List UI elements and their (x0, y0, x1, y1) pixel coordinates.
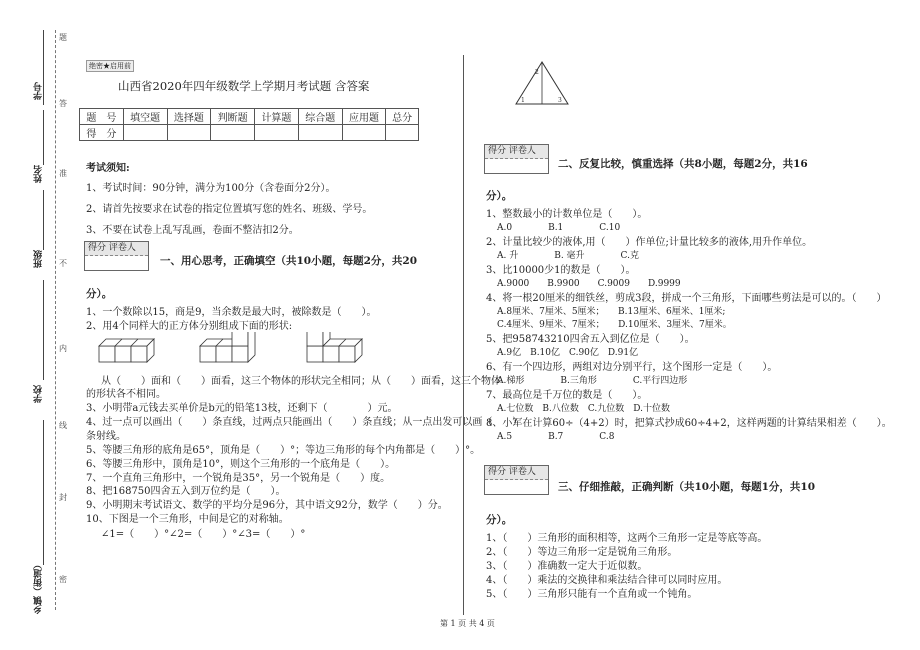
label-student-id: 学号 (34, 82, 44, 100)
section2-title-cont: 分）。 (486, 190, 513, 202)
judge-item: 1、（ ）三角形的面积相等，这两个三角形一定是等底等高。 (486, 533, 768, 544)
notice-item: 3、不要在试卷上乱写乱画，卷面不整洁扣2分。 (86, 225, 299, 236)
cut-line (55, 30, 56, 610)
score-row-label: 得 分 (80, 125, 124, 141)
grader-score-label: 得分 (88, 243, 107, 253)
grader-header (485, 466, 548, 480)
grader-reviewer-label: 评卷人 (108, 243, 136, 253)
question-text: 的形状各不相同。 (86, 389, 166, 400)
margin-char: 答 (59, 99, 67, 108)
notice-item: 2、请首先按要求在试卷的指定位置填写您的姓名、班级、学号。 (86, 204, 373, 215)
choice-question: 4、将一根20厘米的细铁丝，剪成3段，拼成一个三角形，下面哪些剪法是可以的。（ ） (486, 293, 887, 304)
page-footer: 第 1 页 共 4 页 (440, 619, 495, 628)
score-table-header-row (80, 109, 419, 125)
choice-question: 7、最高位是千万位的数是（ ）。 (486, 390, 648, 401)
grader-box (484, 465, 549, 495)
choice-question: 1、整数最小的计数单位是（ ）。 (486, 209, 648, 220)
judge-item: 3、（ ）准确数一定大于近似数。 (486, 561, 648, 572)
section2-title: 二、反复比较，慎重选择（共8小题，每题2分，共16 (558, 158, 808, 170)
score-cell[interactable] (211, 125, 255, 141)
secret-label: 绝密★启用前 (86, 60, 134, 72)
score-header-cell: 计算题 (255, 109, 299, 125)
question-text: 条射线。 (86, 431, 126, 442)
binding-line (43, 420, 44, 565)
choice-options: A.9000 B.9900 C.9009 D.9999 (497, 279, 681, 289)
margin-char: 封 (59, 493, 67, 502)
score-header-cell: 应用题 (342, 109, 386, 125)
score-header-cell: 选择题 (167, 109, 211, 125)
grader-score-label: 得分 (488, 146, 507, 156)
score-cell[interactable] (342, 125, 386, 141)
score-header-cell: 题 号 (80, 109, 124, 125)
question: 10、下图是一个三角形，中间是它的对称轴。 (86, 514, 289, 525)
margin-char: 密 (59, 575, 67, 584)
choice-question: 5、把958743210四舍五入到亿位是（ ）。 (486, 334, 695, 345)
angle-label-2: 2 (535, 69, 539, 76)
binding-line (43, 110, 44, 165)
margin-char: 题 (59, 33, 67, 42)
question: 8、把168750四舍五入到万位约是（ ）。 (86, 486, 286, 497)
choice-question: 3、比10000少1的数是（ ）。 (486, 265, 636, 276)
choice-options: A.七位数 B.八位数 C.九位数 D.十位数 (497, 404, 671, 414)
judge-item: 4、（ ）乘法的交换律和乘法结合律可以同时应用。 (486, 575, 728, 586)
grader-fill-row[interactable] (485, 159, 548, 173)
choice-options: A.8厘米、7厘米、5厘米； B.13厘米、6厘米、1厘米; (497, 307, 726, 317)
question-text: ∠1=（ ）°∠2=（ ）°∠3=（ ）° (101, 529, 306, 540)
grader-fill-row[interactable] (485, 480, 548, 494)
margin-char: 内 (59, 344, 67, 353)
score-header-cell: 判断题 (211, 109, 255, 125)
label-township: 乡镇（街道） (34, 560, 44, 614)
cube-shape-2 (200, 332, 255, 362)
angle-label-1: 1 (521, 97, 525, 104)
grader-fill-row[interactable] (85, 256, 148, 270)
cube-shape-3 (307, 332, 362, 362)
choice-options: A. 升 B. 毫升 C.克 (497, 251, 639, 261)
page-title: 山西省2020年四年级数学上学期月考试题 含答案 (118, 79, 370, 93)
score-cell[interactable] (255, 125, 299, 141)
choice-question: 6、有一个四边形，两组对边分别平行，这个图形一定是（ ）。 (486, 362, 778, 373)
section3-title-cont: 分）。 (486, 514, 513, 526)
judge-item: 5、（ ）三角形只能有一个直角或一个钝角。 (486, 589, 698, 600)
choice-options: A.0 B.1 C.10 (497, 223, 621, 233)
question: 6、等腰三角形中，顶角是10°，则这个三角形的一个底角是（ ）。 (86, 459, 396, 470)
triangle-figure (510, 58, 575, 110)
question: 5、等腰三角形的底角是65°，顶角是（ ）°；等边三角形的每个内角都是（ ）°。 (86, 445, 481, 456)
choice-options: A.梯形 B.三角形 C.平行四边形 (497, 376, 688, 386)
question-text: 从（ ）面和（ ）面看，这三个物体的形状完全相同；从（ ）面看，这三个物体 (101, 376, 501, 387)
margin-char: 不 (59, 259, 67, 268)
angle-label-3: 3 (558, 97, 562, 104)
binding-line (43, 280, 44, 380)
grader-score-label: 得分 (488, 467, 507, 477)
section1-title-cont: 分）。 (86, 288, 113, 300)
question: 1、一个数除以15，商是9，当余数是最大时，被除数是（ ）。 (86, 307, 377, 318)
label-name: 姓名 (34, 165, 44, 183)
judge-item: 2、（ ）等边三角形一定是锐角三角形。 (486, 547, 678, 558)
choice-options: A.9亿 B.10亿 C.90亿 D.91亿 (497, 348, 639, 358)
grader-box (84, 241, 149, 271)
section1-title: 一、用心思考，正确填空（共10小题，每题2分，共20 (160, 255, 418, 267)
question: 4、过一点可以画出（ ）条直线，过两点只能画出（ ）条直线；从一点出发可以画（ ） (86, 417, 523, 428)
score-header-cell: 总分 (386, 109, 419, 125)
score-cell[interactable] (123, 125, 167, 141)
cube-shape-1 (99, 339, 154, 362)
notice-title: 考试须知: (86, 163, 130, 174)
score-cell[interactable] (298, 125, 342, 141)
margin-char: 准 (59, 169, 67, 178)
cube-figures (95, 332, 445, 372)
score-header-cell: 填空题 (123, 109, 167, 125)
choice-question: 8、小军在计算60÷（4+2）时，把算式抄成60÷4+2，这样两题的计算结果相差（ ）。 (486, 418, 892, 429)
choice-question: 2、计量比较少的液体,用（ ）作单位;计量比较多的液体,用升作单位。 (486, 237, 813, 248)
choice-options: A.5 B.7 C.8 (497, 432, 615, 442)
score-cell[interactable] (386, 125, 419, 141)
score-cell[interactable] (167, 125, 211, 141)
grader-reviewer-label: 评卷人 (508, 146, 536, 156)
question: 3、小明带a元钱去买单价是b元的铅笔13枝，还剩下（ ）元。 (86, 403, 398, 414)
binding-line (43, 190, 44, 250)
label-school: 学校 (34, 385, 44, 403)
binding-margin (0, 0, 70, 650)
notice-item: 1、考试时间：90分钟，满分为100分（含卷面分2分）。 (86, 183, 336, 194)
score-table (79, 108, 419, 141)
question: 9、小明期末考试语文、数学的平均分是96分，其中语文92分，数学（ ）分。 (86, 500, 448, 511)
score-header-cell: 综合题 (298, 109, 342, 125)
grader-header (485, 145, 548, 159)
column-divider (463, 55, 464, 615)
grader-box (484, 144, 549, 174)
score-table-score-row (80, 125, 419, 141)
label-class: 班级 (34, 250, 44, 268)
margin-char: 线 (59, 421, 67, 430)
choice-options: C.4厘米、9厘米、7厘米； D.10厘米、3厘米、7厘米。 (497, 320, 732, 330)
section3-title: 三、仔细推敲，正确判断（共10小题，每题1分，共10 (558, 481, 816, 493)
question: 7、一个直角三角形中，一个锐角是35°，另一个锐角是（ ）度。 (86, 473, 391, 484)
grader-header (85, 242, 148, 256)
question: 2、用4个同样大的正方体分别组成下面的形状: (86, 321, 293, 332)
grader-reviewer-label: 评卷人 (508, 467, 536, 477)
